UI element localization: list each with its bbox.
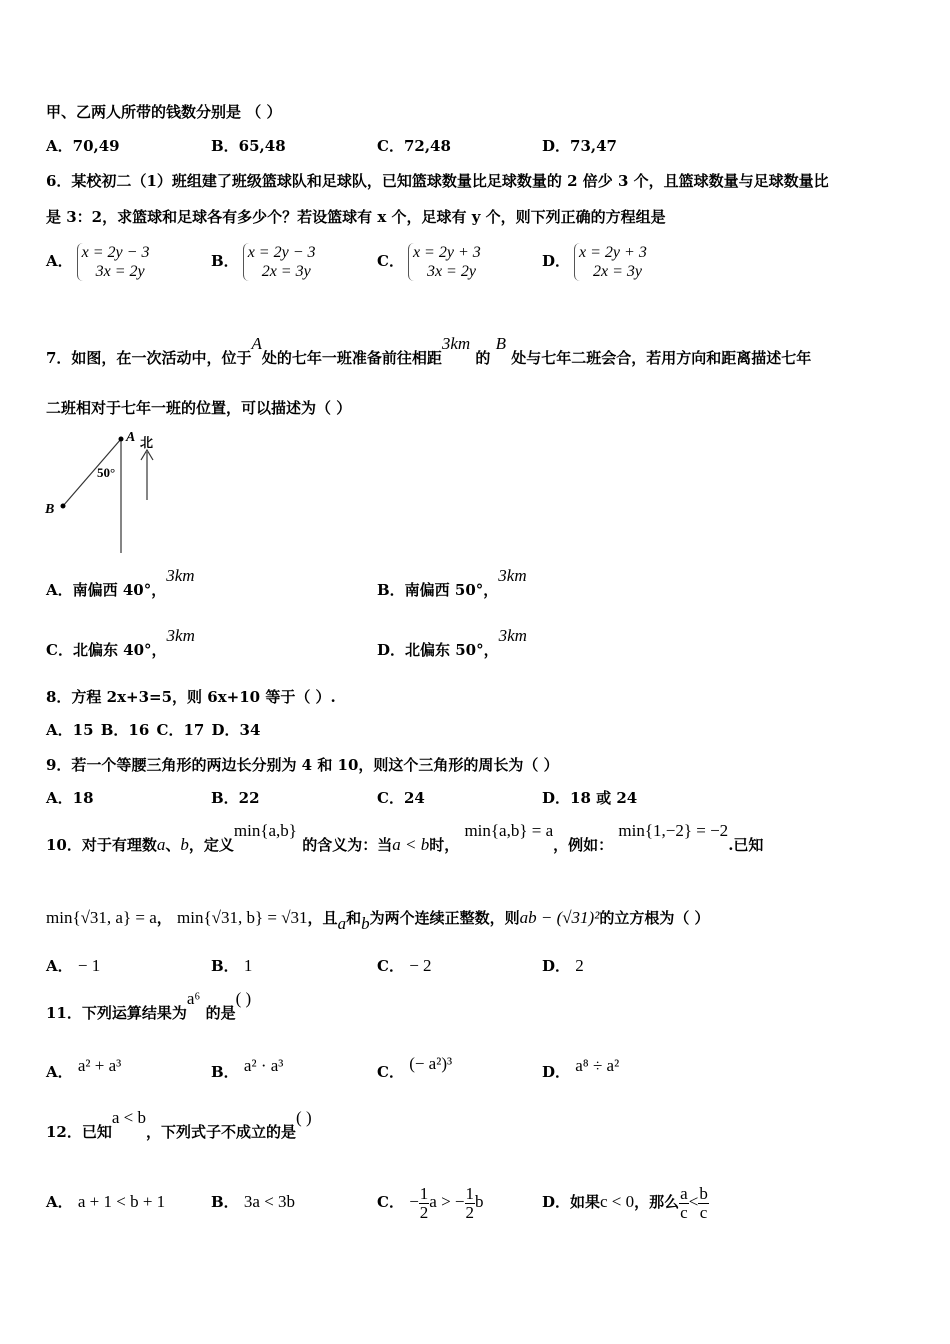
point-b — [61, 504, 66, 509]
q6-line2: 是 3：2，求篮球和足球各有多少个？若设篮球有 x 个，足球有 y 个，则下列正确的方程组是 — [46, 208, 666, 226]
q7-direction-figure — [40, 425, 170, 560]
q9-option-d: D．18 或 24 — [542, 789, 638, 807]
q10-option-c: C． − 2 — [377, 956, 432, 975]
q9-option-c: C．24 — [377, 789, 425, 807]
q8-stem: 8．方程 2x+3=5，则 6x+10 等于（ ）. — [46, 688, 336, 706]
label-a: A — [126, 430, 136, 445]
q12-option-d: D．如果c < 0，那么 $\frac{a}{c}$ < $\frac{b}{c}$ — [542, 1183, 708, 1222]
q12-option-c: C． − $\frac{1}{2}$ a > − $\frac{1}{2}$ b — [377, 1183, 484, 1222]
q10-line2: min{√31, a} = a， min{√31, b} = √31，且a和b为两个连续正整数，则ab − (√31)²的立方根为（ ） — [46, 908, 710, 933]
q10-line1: 10．对于有理数a、b，定义min{a,b} 的含义为：当a < b时， min{a,b} = a，例如： min{1,−2} = −2.已知 — [46, 821, 764, 854]
q6-line1: 6．某校初二（1）班组建了班级篮球队和足球队，已知篮球数量比足球数量的 2 倍少 3 个，且篮球数量与足球数量比 — [46, 172, 829, 190]
q6-option-a: A． x = 2y − 3 3x = 2y — [46, 244, 150, 280]
q7-option-a: A．南偏西 40°，3km — [46, 566, 195, 599]
q12-stem: 12．已知a < b，下列式子不成立的是( ) — [46, 1108, 312, 1141]
q10-option-a: A． − 1 — [46, 956, 101, 975]
q5-option-c: C．72,48 — [377, 137, 451, 155]
q11-option-a: A． a² + a³ — [46, 1056, 122, 1081]
q12-option-b: B． 3a < 3b — [211, 1192, 296, 1211]
angle-label: 50° — [97, 465, 116, 480]
point-a — [119, 437, 124, 442]
label-b: B — [45, 502, 55, 517]
q7-option-c: C．北偏东 40°，3km — [46, 626, 195, 659]
q11-option-b: B． a² · a³ — [211, 1056, 284, 1081]
q5-option-d: D．73,47 — [542, 137, 617, 155]
q6-option-b: B． x = 2y − 3 2x = 3y — [211, 244, 316, 280]
q9-option-a: A．18 — [46, 789, 94, 807]
q11-stem: 11．下列运算结果为a⁶ 的是( ) — [46, 989, 252, 1022]
q8-options: A．15 B．16 C．17 D．34 — [46, 721, 261, 739]
q5-stem: 甲、乙两人所带的钱数分别是 （ ） — [46, 103, 282, 121]
q9-option-b: B．22 — [211, 789, 260, 807]
q5-option-b: B．65,48 — [211, 137, 286, 155]
q11-option-d: D． a⁸ ÷ a² — [542, 1056, 620, 1081]
q7-line2: 二班相对于七年一班的位置，可以描述为（ ） — [46, 399, 352, 417]
q5-option-a: A．70,49 — [46, 137, 120, 155]
q6-option-c: C． x = 2y + 3 3x = 2y — [377, 244, 481, 280]
q7-option-b: B．南偏西 50°，3km — [377, 566, 527, 599]
q12-option-a: A． a + 1 < b + 1 — [46, 1192, 166, 1211]
q9-stem: 9．若一个等腰三角形的两边长分别为 4 和 10，则这个三角形的周长为（ ） — [46, 756, 559, 774]
q11-option-c: C． (− a²)³ — [377, 1054, 453, 1081]
q7-line1: 7．如图，在一次活动中，位于A处的七年一班准备前往相距3km 的 B 处与七年二班会合，若用方向和距离描述七年 — [46, 334, 812, 367]
north-label: 北 — [140, 436, 154, 451]
q7-option-d: D．北偏东 50°，3km — [377, 626, 527, 659]
q10-option-b: B． 1 — [211, 956, 253, 975]
q6-option-d: D． x = 2y + 3 2x = 3y — [542, 244, 647, 280]
q10-option-d: D． 2 — [542, 956, 584, 975]
